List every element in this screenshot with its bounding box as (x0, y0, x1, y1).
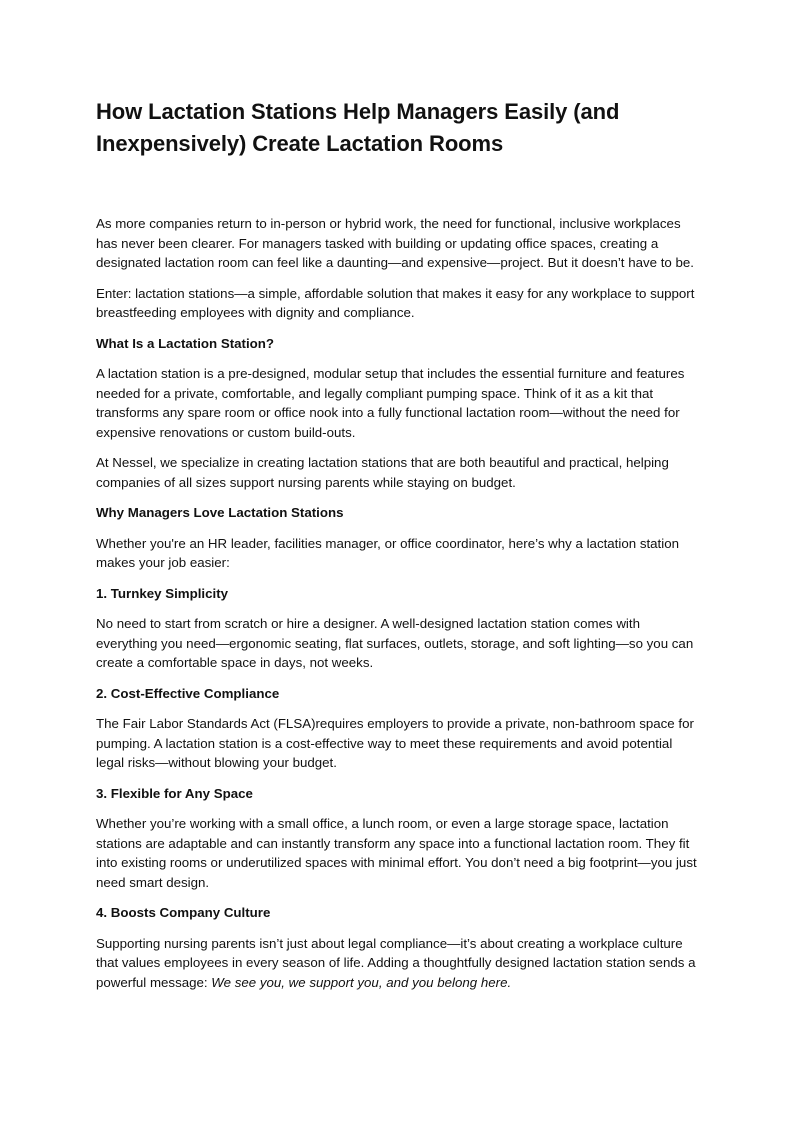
enter-paragraph: Enter: lactation stations—a simple, affordable solution that makes it easy for any workplace to support breastfeeding employees with dignity and compliance. (96, 285, 695, 320)
reason-text-1: No need to start from scratch or hire a designer. A well-designed lactation station comes with everything you need—ergonomic seating, flat surfaces, outlets, storage, and soft lighting—so you can create a comfortable space in days, not weeks. (96, 616, 694, 670)
what-paragraph-2: At Nessel, we specialize in creating lactation stations that are both beautiful and practical, helping companies of all sizes support nursing parents while staying on budget. (96, 455, 669, 490)
section-heading-what: What Is a Lactation Station? (96, 335, 275, 351)
intro-paragraph: As more companies return to in-person or hybrid work, the need for functional, inclusive workplaces has never been clearer. For managers tasked with building or updating office spaces, creating a designated lactation room can feel like a daunting—and expensive—project. But it doesn’t have to be. (96, 216, 694, 270)
reason-text-4-main: Supporting nursing parents isn’t just about legal compliance—it’s about creating a workplace culture that values employees in every season of life. Adding a thoughtfully designed lactation station sends a powerful message: (96, 935, 696, 990)
reason-text-4 (96, 934, 700, 993)
reason-text-2: The Fair Labor Standards Act (FLSA)requires employers to provide a private, non-bathroom space for pumping. A lactation station is a cost-effective way to meet these requirements and avoid potential legal risks—without blowing your budget. (96, 716, 694, 770)
reason-heading-3: 3. Flexible for Any Space (96, 785, 253, 801)
reason-text-4-emphasis: We see you, we support you, and you belong here. (211, 974, 512, 990)
document-title: How Lactation Stations Help Managers Easily (and Inexpensively) Create Lactation Rooms (96, 99, 620, 156)
what-paragraph-1: A lactation station is a pre-designed, modular setup that includes the essential furniture and features needed for a private, comfortable, and legally compliant pumping space. Think of it as a kit that transforms any spare room or office nook into a fully functional lactation room—without the need for expensive renovations or custom build-outs. (96, 366, 685, 440)
document-body (96, 214, 700, 992)
document-page (96, 96, 700, 1003)
reason-heading-4: 4. Boosts Company Culture (96, 905, 271, 920)
reason-text-3: Whether you’re working with a small office, a lunch room, or even a large storage space, lactation stations are adaptable and can instantly transform any space into a functional lactation room. They fit into existing rooms or underutilized spaces with minimal effort. You don’t need a big footprint—you just need smart design. (96, 816, 697, 890)
why-paragraph: Whether you're an HR leader, facilities manager, or office coordinator, here’s why a lactation station makes your job easier: (96, 535, 679, 570)
reason-heading-1: 1. Turnkey Simplicity (96, 585, 229, 601)
section-heading-why: Why Managers Love Lactation Stations (96, 505, 344, 520)
reason-heading-2: 2. Cost-Effective Compliance (96, 685, 280, 701)
